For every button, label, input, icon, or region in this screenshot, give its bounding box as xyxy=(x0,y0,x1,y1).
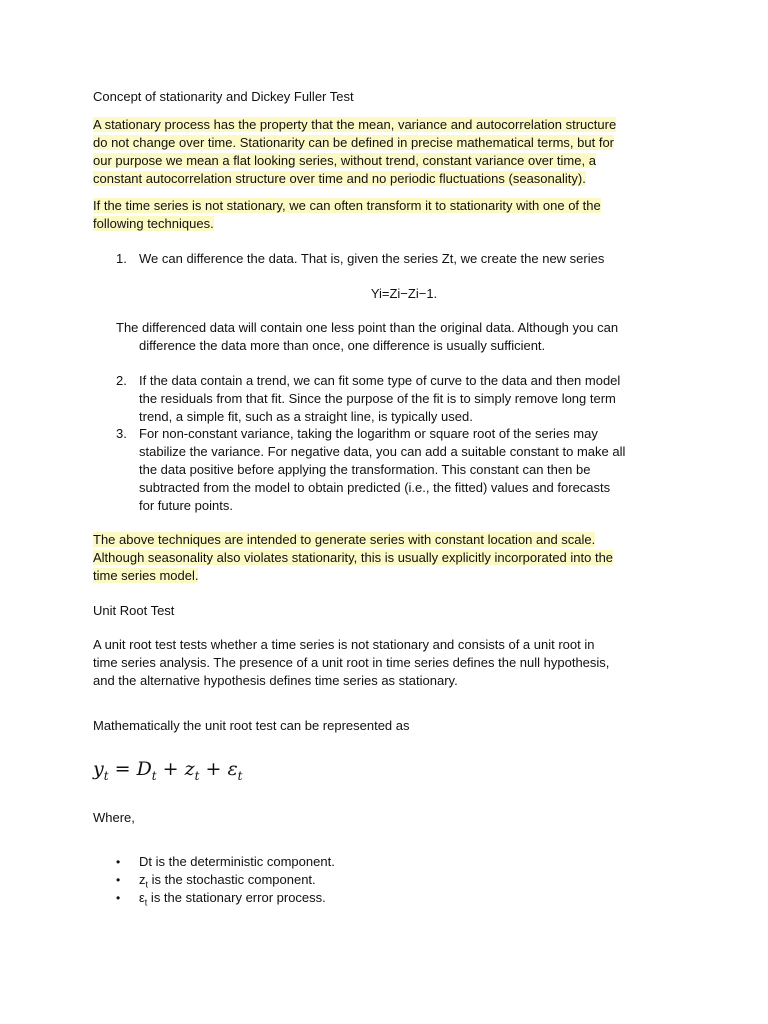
highlighted-line: A stationary process has the property that the mean, variance and autocorrelation structure xyxy=(93,117,617,132)
highlighted-line: The above techniques are intended to generate series with constant location and scale. xyxy=(93,532,596,547)
highlighted-line: If the time series is not stationary, we can often transform it to stationarity with one of the xyxy=(93,198,601,213)
highlighted-line: Although seasonality also violates stationarity, this is usually explicitly incorporated into the xyxy=(93,550,614,565)
components-list xyxy=(0,853,680,907)
unit-root-heading: Unit Root Test xyxy=(93,603,175,618)
highlighted-line: our purpose we mean a flat looking series, without trend, constant variance over time, a xyxy=(93,153,596,168)
list-item-text: If the data contain a trend, we can fit some type of curve to the data and then model the residuals from that fit. Since the purpose of the fit is to simply remove long term trend, a simple fit, such as a straight line, is typically used. xyxy=(139,373,621,424)
bullet-icon: • xyxy=(116,891,121,905)
document-title: Concept of stationarity and Dickey Fuller Test xyxy=(93,89,354,104)
list-number: 1. xyxy=(116,251,127,266)
transform-intro-paragraph xyxy=(93,197,683,233)
where-label: Where, xyxy=(93,810,135,825)
highlighted-line: following techniques. xyxy=(93,216,214,231)
techniques-summary-paragraph xyxy=(93,531,683,585)
list-item: • $\varepsilon_t$ is the stationary error process. xyxy=(116,890,326,908)
difference-note: The differenced data will contain one less point than the original data. Although you can difference the data more than once, one difference is usually sufficient. xyxy=(116,320,619,353)
math-intro: Mathematically the unit root test can be represented as xyxy=(93,718,410,733)
list-item-text: For non-constant variance, taking the logarithm or square root of the series may stabilize the variance. For negative data, you can add a suitable constant to make all the data positive before applying the transformation. This constant can then be subtracted from the model to obtain predicted (i.e., the fitted) values and forecasts for future points. xyxy=(139,426,626,513)
list-item: • $z_t$ is the stochastic component. xyxy=(116,872,316,890)
bullet-icon: • xyxy=(116,855,121,869)
stationary-definition-paragraph xyxy=(93,116,683,188)
unit-root-paragraph: A unit root test tests whether a time series is not stationary and consists of a unit root in time series analysis. The presence of a unit root in time series defines the null hypothesis, and the alternative hypothesis defines time series as stationary. xyxy=(93,637,610,688)
list-number: 2. xyxy=(116,373,127,388)
list-number: 3. xyxy=(116,426,127,441)
difference-equation: Yi=Zi−Zi−1. xyxy=(370,286,438,301)
list-item-text: We can difference the data. That is, given the series Zt, we create the new series xyxy=(139,251,605,266)
highlighted-line: do not change over time. Stationarity can be defined in precise mathematical terms, but for xyxy=(93,135,614,150)
bullet-icon: • xyxy=(116,873,121,887)
list-item: • Dt is the deterministic component. xyxy=(116,854,335,869)
unit-root-formula: $y_t = D_t + z_t + \varepsilon_t$ xyxy=(93,758,243,783)
highlighted-line: time series model. xyxy=(93,568,199,583)
highlighted-line: constant autocorrelation structure over time and no periodic fluctuations (seasonality). xyxy=(93,171,586,186)
